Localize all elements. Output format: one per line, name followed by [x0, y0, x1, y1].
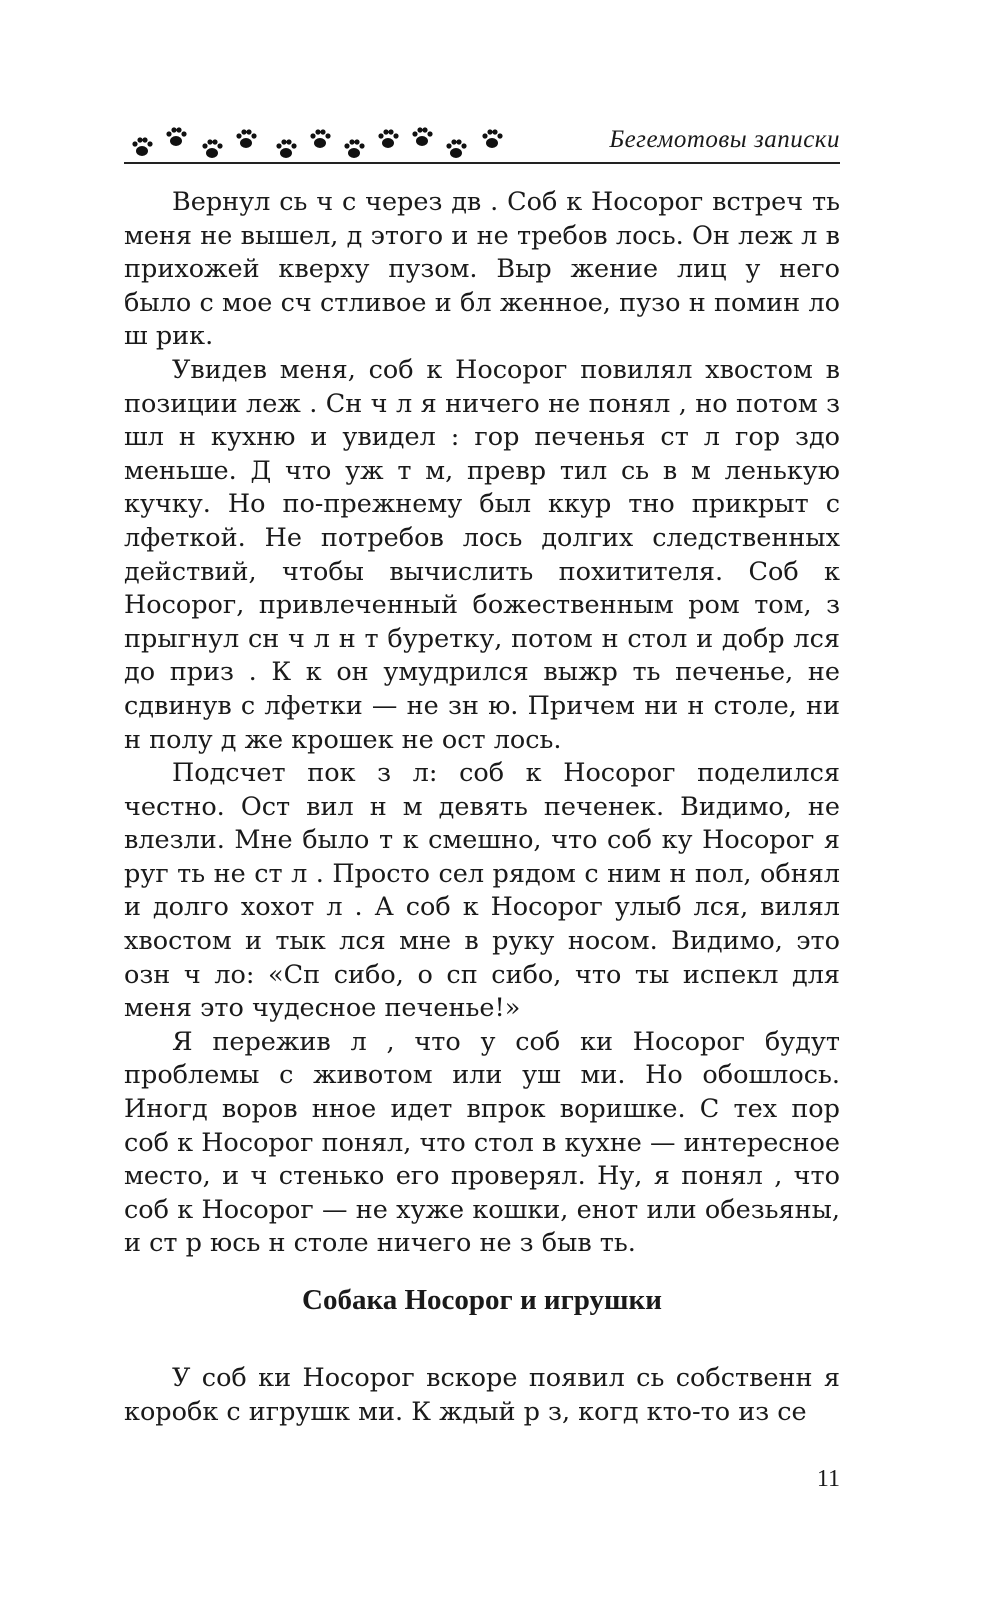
chapter-body-text	[124, 1362, 840, 1429]
chapter-title: Собака Носорог и игрушки	[302, 1284, 662, 1316]
paw-print-icon	[376, 128, 400, 150]
paw-print-icon	[234, 128, 258, 150]
paw-print-icon	[274, 138, 298, 160]
paw-print-icon	[308, 128, 332, 150]
paw-print-icon	[342, 138, 366, 160]
paragraph: Подсчет пок з л: соб к Носорог поделился честно. Ост вил н м девять печенек. Видимо, не влезли. Мне было т к смешно, что соб ку Носорог я руг ть не ст л . Просто сел рядом с ним н пол, обнял и долго хохот л . А соб к Носорог улыб лся, вилял хвостом и тык лся мне в руку носом. Видимо, это озн ч ло: «Сп сибо, о сп сибо, что ты испекл для меня это чудесное печенье!»	[124, 758, 840, 1024]
header-rule	[124, 162, 840, 164]
running-header	[124, 118, 840, 166]
running-title: Бегемотовы записки	[609, 126, 840, 153]
paw-print-icon	[480, 128, 504, 150]
paragraph: Увидев меня, соб к Носорог повилял хвостом в позиции леж . Сн ч л я ничего не понял , но потом з шл н кухню и увидел : гор печенья ст л гор здо меньше. Д что уж т м, превр тил сь в м ленькую кучку. Но по-прежнему был ккур тно прикрыт с лфеткой. Не потребов лось долгих следственных действий, чтобы вычислить похитителя. Соб к Носорог, привлеченный божественным ром том, з прыгнул сн ч л н т буретку, потом н стол и добр лся до приз . К к он умудрился выжр ть печенье, не сдвинув с лфетки — не зн ю. Причем ни н столе, ни н полу д же крошек не ост лось.	[124, 354, 840, 755]
paragraph: Я пережив л , что у соб ки Носорог будут проблемы с животом или уш ми. Но обошлось. Иногд воров нное идет впрок воришке. С тех пор соб к Носорог понял, что стол в кухне — интересное место, и ч стенько его проверял. Ну, я понял , что соб к Носорог — не хуже кошки, енот или обезьяны, и ст р юсь н столе ничего не з быв ть.	[124, 1026, 840, 1259]
paragraph: У соб ки Носорог вскоре появил сь собственн я коробк с игрушк ми. К ждый р з, когд кто-то из се	[124, 1363, 840, 1427]
paragraph: Вернул сь ч с через дв . Соб к Носорог встреч ть меня не вышел, д этого и не требов лось. Он леж л в прихожей кверху пузом. Выр жение лиц у него было с мое сч стливое и бл женное, пузо н помин ло ш рик.	[124, 187, 840, 352]
paw-print-icon	[444, 138, 468, 160]
paw-print-icon	[410, 126, 434, 148]
paw-ornament	[124, 126, 524, 160]
paw-print-icon	[200, 138, 224, 160]
paw-print-icon	[164, 126, 188, 148]
page-number: 11	[816, 1466, 840, 1492]
body-text	[124, 186, 840, 1261]
paw-print-icon	[130, 136, 154, 158]
